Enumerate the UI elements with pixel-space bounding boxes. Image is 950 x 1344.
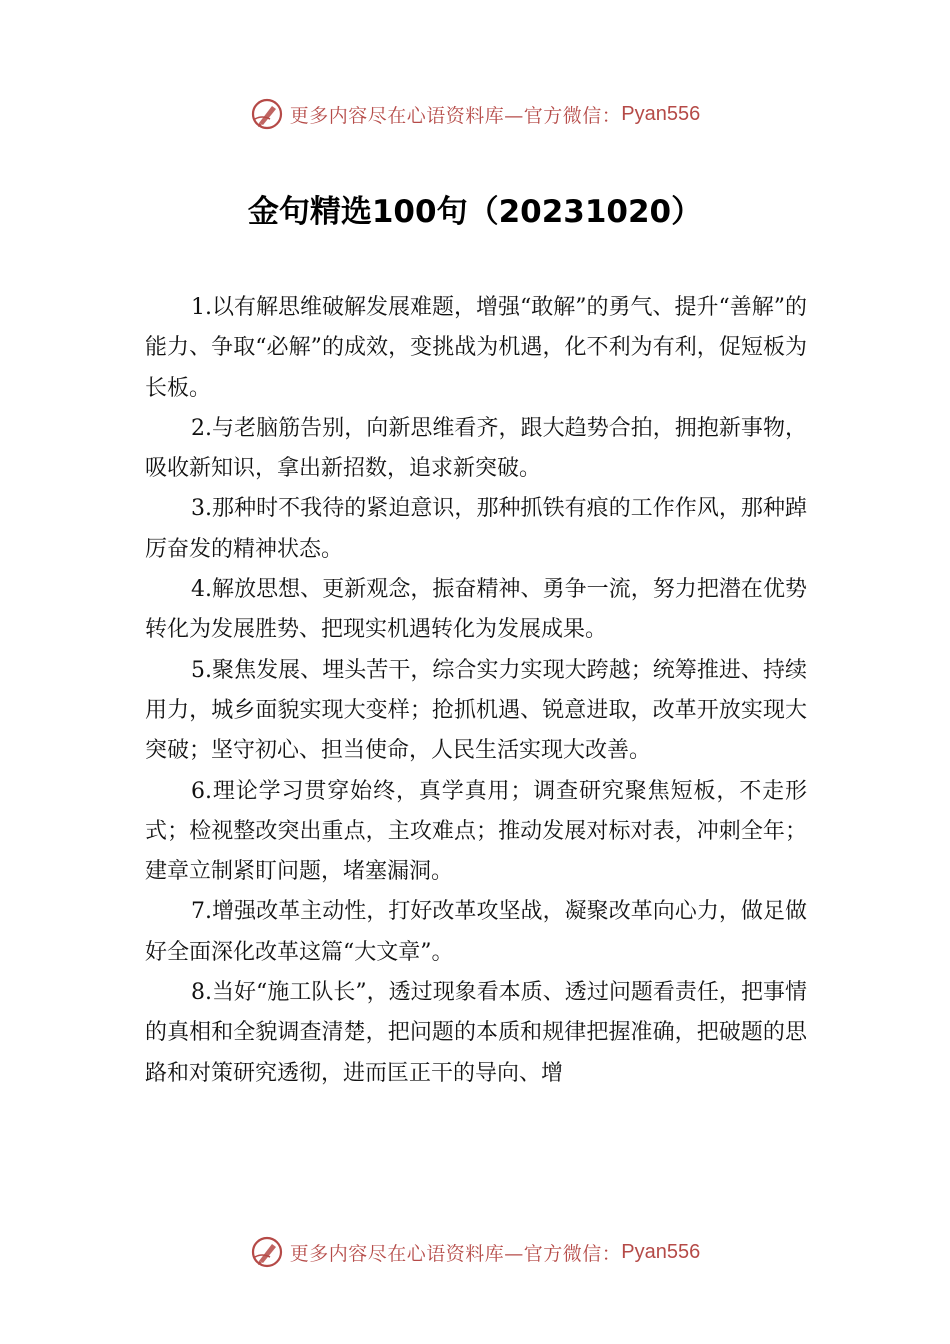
footer-banner — [0, 1232, 950, 1272]
quote-item: 3.那种时不我待的紧迫意识，那种抓铁有痕的工作作风，那种踔厉奋发的精神状态。 — [145, 496, 807, 562]
quote-item: 2.与老脑筋告别，向新思维看齐，跟大趋势合拍，拥抱新事物，吸收新知识，拿出新招数，追求新突破。 — [145, 415, 807, 482]
banner-text: 更多内容尽在心语资料库—官方微信： — [289, 104, 622, 127]
quote-item: 1.以有解思维破解发展难题，增强“敢解”的勇气、提升“善解”的能力、争取“必解”的成效，变挑战为机遇，化不利为有利，促短板为长板。 — [145, 295, 807, 401]
quote-item: 5.聚焦发展、埋头苦干，综合实力实现大跨越；统筹推进、持续用力，城乡面貌实现大变样；抢抓机遇、锐意进取，改革开放实现大突破；坚守初心、担当使命，人民生活实现大改善。 — [145, 657, 807, 764]
pen-logo-icon — [250, 97, 284, 131]
quote-item: 7.增强改革主动性，打好改革攻坚战，凝聚改革向心力，做足做好全面深化改革这篇“大文章”。 — [145, 899, 807, 965]
quote-item: 6.理论学习贯穿始终，真学真用；调查研究聚焦短板，不走形式；检视整改突出重点，主攻难点；推动发展对标对表，冲刺全年；建章立制紧盯问题，堵塞漏洞。 — [145, 778, 807, 885]
header-banner — [0, 94, 950, 134]
pen-logo-icon — [250, 1235, 284, 1269]
banner-wechat-id: Pyan556 — [621, 102, 701, 125]
page-title: 金句精选100句（20231020） — [247, 194, 703, 230]
banner-wechat-id: Pyan556 — [621, 1240, 701, 1263]
banner-text: 更多内容尽在心语资料库—官方微信： — [289, 1242, 622, 1265]
quote-item: 8.当好“施工队长”，透过现象看本质、透过问题看责任，把事情的真相和全貌调查清楚，把问题的本质和规律把握准确，把破题的思路和对策研究透彻，进而匡正干的导向、增 — [145, 980, 807, 1086]
quote-list — [145, 288, 807, 1094]
quote-item: 4.解放思想、更新观念，振奋精神、勇争一流，努力把潜在优势转化为发展胜势、把现实机遇转化为发展成果。 — [145, 577, 807, 643]
